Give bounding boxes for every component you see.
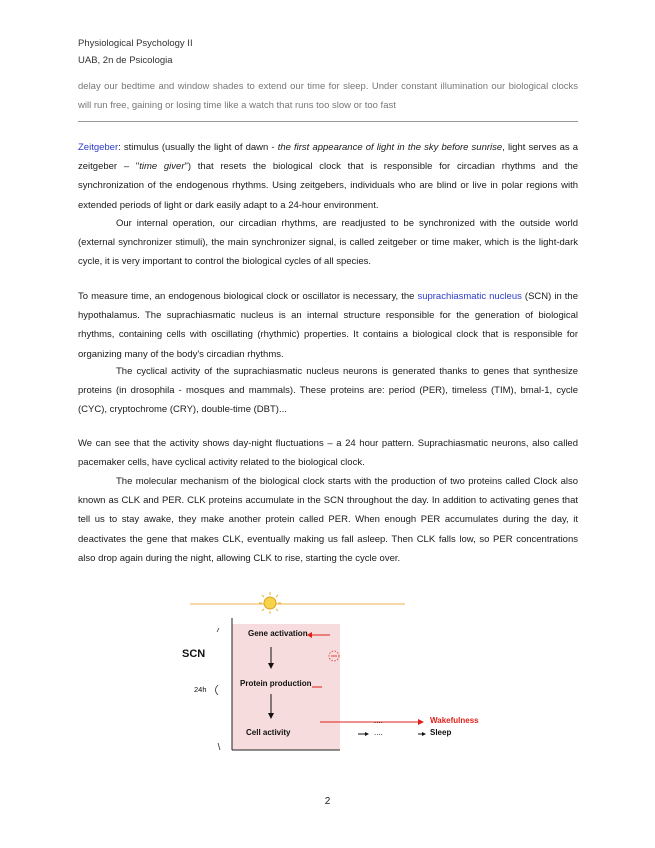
course-title: Physiological Psychology II [78, 38, 193, 49]
zeitgeber-paragraph: Zeitgeber: stimulus (usually the light of dawn - the first appearance of light in the sky before sunrise, light serves as a zeitgeber – "time giver") that resets the biological clock that is responsible for circadian rhythms and the synchronization of the endogenous rhythms. Using zeitgebers, individuals who are blind or live in polar regions with extended periods of light or dark easily adapt to a 24-hour environment. [78, 142, 579, 211]
scn-term: suprachiasmatic nucleus [417, 291, 522, 302]
scn-paragraph: To measure time, an endogenous biological clock or oscillator is necessary, the suprachiasmatic nucleus (SCN) in the hypothalamus. The suprachiasmatic nucleus is an internal structure responsible for the generation of biological rhythms, containing cells with oscillating (rhythmic) properties. It contains a biological clock that is responsible for organizing many of the body's circadian rhythms. [78, 291, 579, 360]
wakefulness-label: Wakefulness [430, 716, 479, 725]
period-label: 24h [194, 685, 207, 694]
scn-label: SCN [182, 648, 206, 660]
fluctuation-paragraph: We can see that the activity shows day-night fluctuations – a 24 hour pattern. Suprachiasmatic neurons, also called pacemaker cells, have cyclical activity related to the biological clock. [78, 438, 578, 469]
zeitgeber-term: Zeitgeber [78, 142, 119, 153]
institution-line: UAB, 2n de Psicologia [78, 55, 173, 66]
intro-text: delay our bedtime and window shades to extend our time for sleep. Under constant illumination our biological clocks will run free, gaining or losing time like a watch that runs too slow or too fast [78, 81, 578, 111]
genes-paragraph: The cyclical activity of the suprachiasmatic nucleus neurons is generated thanks to genes that synthesize proteins (in drosophila - mosques and mammals). These proteins are: period (PER), timeless (TIM), bmal-1, cycle (CYC), cryptochrome (CRY), double-time (DBT)... [78, 366, 578, 416]
dots-sleep: .... [374, 728, 383, 737]
circadian-paragraph: Our internal operation, our circadian rhythms, are readjusted to be synchronized with the outside world (external synchronizer stimuli), the main synchronizer signal, is called zeitgeber or time maker, which is the light-dark cycle, it is very important to control the biological cycles of all species. [78, 218, 578, 268]
page-number: 2 [324, 796, 331, 807]
sun-icon [259, 592, 281, 614]
cell-activity-label: Cell activity [246, 728, 291, 737]
sleep-label: Sleep [430, 728, 452, 737]
protein-production-label: Protein production [240, 679, 312, 688]
gene-activation-label: Gene activation [248, 629, 308, 638]
mechanism-paragraph: The molecular mechanism of the biological clock starts with the production of two proteins called Clock also known as CLK and PER. CLK proteins accumulate in the SCN throughout the day. In addition to activating genes that tell us to stay awake, they make another protein called PER. When enough PER accumulates during the day, it deactivates the gene that makes CLK, eventually making us fall asleep. Then CLK falls low, so PER concentrations also drop again during the night, allowing CLK to rise, starting the cycle over. [78, 476, 578, 564]
cycle-bracket [216, 685, 219, 695]
dots-wake: .... [374, 716, 383, 725]
